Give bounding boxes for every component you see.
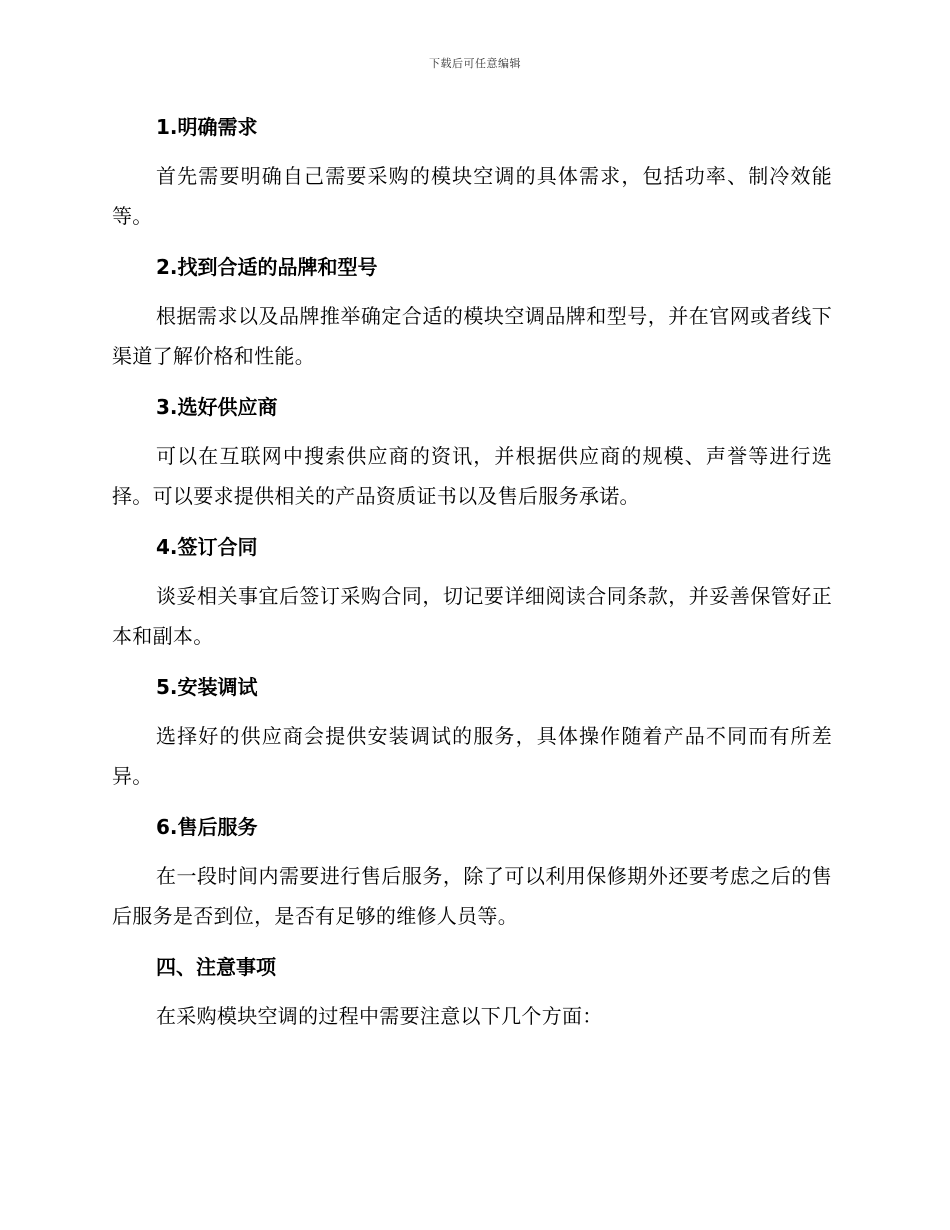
section-paragraph: 选择好的供应商会提供安装调试的服务，具体操作随着产品不同而有所差异。 — [112, 724, 832, 788]
section-paragraph: 可以在互联网中搜索供应商的资讯，并根据供应商的规模、声誉等进行选择。可以要求提供相关的产品资质证书以及售后服务承诺。 — [112, 444, 832, 508]
section-4 — [112, 528, 832, 656]
section-paragraph: 在一段时间内需要进行售后服务，除了可以利用保修期外还要考虑之后的售后服务是否到位，是否有足够的维修人员等。 — [112, 864, 832, 928]
document-body — [112, 108, 832, 1048]
section-3 — [112, 388, 832, 516]
section-6 — [112, 808, 832, 936]
section-1 — [112, 108, 832, 236]
section-5 — [112, 668, 832, 796]
section-paragraph: 谈妥相关事宜后签订采购合同，切记要详细阅读合同条款，并妥善保管好正本和副本。 — [112, 584, 832, 648]
section-heading: 四、注意事项 — [156, 955, 276, 979]
section-heading: 3.选好供应商 — [156, 395, 278, 419]
section-heading: 4.签订合同 — [156, 535, 258, 559]
section-paragraph: 根据需求以及品牌推举确定合适的模块空调品牌和型号，并在官网或者线下渠道了解价格和性能。 — [112, 304, 832, 368]
section-2 — [112, 248, 832, 376]
section-paragraph: 首先需要明确自己需要采购的模块空调的具体需求，包括功率、制冷效能等。 — [112, 164, 832, 228]
page-header: 下载后可任意编辑 — [429, 57, 521, 70]
section-heading: 5.安装调试 — [156, 675, 258, 699]
section-paragraph: 在采购模块空调的过程中需要注意以下几个方面： — [156, 1004, 603, 1028]
section-heading: 2.找到合适的品牌和型号 — [156, 255, 378, 279]
section-heading: 6.售后服务 — [156, 815, 258, 839]
section-notes — [112, 948, 832, 1036]
section-heading: 1.明确需求 — [156, 115, 258, 139]
